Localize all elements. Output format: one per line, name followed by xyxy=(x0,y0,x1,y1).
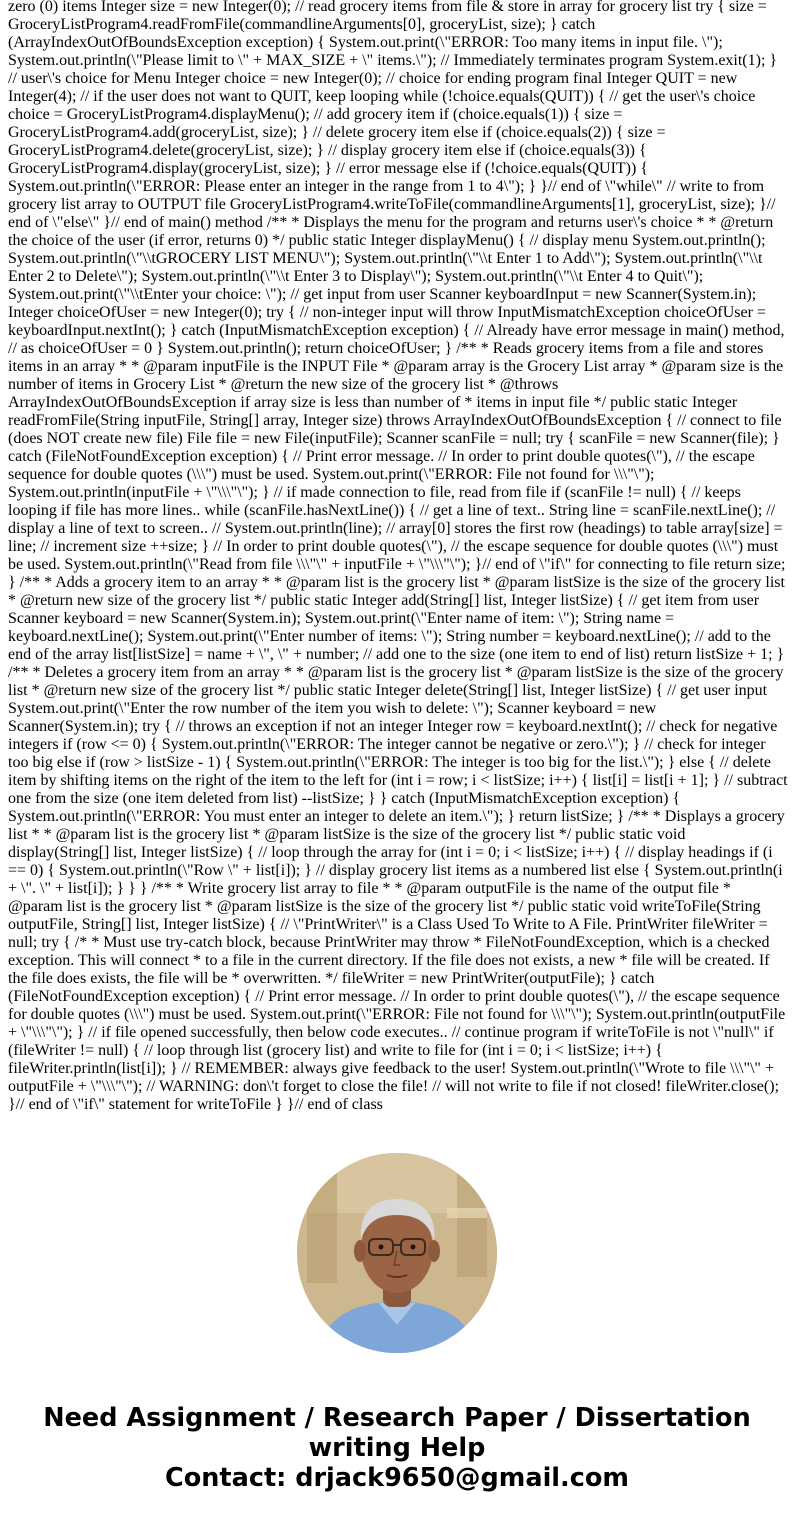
code-snippet-text: zero (0) items Integer size = new Integer(0); // read grocery items from file & store in array for grocery list try { size = GroceryListProgram4.readFromFile(commandlineArguments[0], groceryList, size); } catch (ArrayIndexOutOfBoundsException exception) { System.out.print(\"ERROR: Too many items in input file. \"); System.out.println(\"Please limit to \" + MAX_SIZE + \" items.\"); // Immediately terminates program System.exit(1); } // user\'s choice for Menu Integer choice = new Integer(0); // choice for ending program final Integer QUIT = new Integer(4); // if the user does not want to QUIT, keep looping while (!choice.equals(QUIT)) { // get the user\'s choice choice = GroceryListProgram4.displayMenu(); // add grocery item if (choice.equals(1)) { size = GroceryListProgram4.add(groceryList, size); } // delete grocery item else if (choice.equals(2)) { size = GroceryListProgram4.delete(groceryList, size); } // display grocery item else if (choice.equals(3)) { GroceryListProgram4.display(groceryList, size); } // error message else if (!choice.equals(QUIT)) { System.out.println(\"ERROR: Please enter an integer in the range from 1 to 4\"); } }// end of \"while\" // write to from grocery list array to OUTPUT file GroceryListProgram4.writeToFile(commandlineArguments[1], groceryList, size); }// end of \"else\" }// end of main() method /** * Displays the menu for the program and returns user\'s choice * * @return the choice of the user (if error, returns 0) */ public static Integer displayMenu() { // display menu System.out.println(); System.out.println(\"\\tGROCERY LIST MENU\"); System.out.println(\"\\t Enter 1 to Add\"); System.out.println(\"\\t Enter 2 to Delete\"); System.out.println(\"\\t Enter 3 to Display\"); System.out.println(\"\\t Enter 4 to Quit\"); System.out.print(\"\\tEnter your choice: \"); // get input from user Scanner keyboardInput = new Scanner(System.in); Integer choiceOfUser = new Integer(0); try { // non-integer input will throw InputMismatchException choiceOfUser = keyboardInput.nextInt(); } catch (InputMismatchException exception) { // Already have error message in main() method, // as choiceOfUser = 0 } System.out.println(); return choiceOfUser; } /** * Reads grocery items from a file and stores items in an array * * @param inputFile is the INPUT File * @param array is the Grocery List array * @param size is the number of items in Grocery List * @return the new size of the grocery list * @throws ArrayIndexOutOfBoundsException if array size is less than number of * items in input file */ public static Integer readFromFile(String inputFile, String[] array, Integer size) throws ArrayIndexOutOfBoundsException { // connect to file (does NOT create new file) File file = new File(inputFile); Scanner scanFile = null; try { scanFile = new Scanner(file); } catch (FileNotFoundException exception) { // Print error message. // In order to print double quotes(\"), // the escape sequence for double quotes (\\\") must be used. System.out.print(\"ERROR: File not found for \\\"\"); System.out.println(inputFile + \"\\\"\"); } // if made connection to file, read from file if (scanFile != null) { // keeps looping if file has more lines.. while (scanFile.hasNextLine()) { // get a line of text.. String line = scanFile.nextLine(); // display a line of text to screen.. // System.out.println(line); // array[0] stores the first row (headings) to table array[size] = line; // increment size ++size; } // In order to print double quotes(\"), // the escape sequence for double quotes (\\\") must be used. System.out.println(\"Read from file \\\"\" + inputFile + \"\\\"\"); }// end of \"if\" for connecting to file return size; } /** * Adds a grocery item to an array * * @param list is the grocery list * @param listSize is the size of the grocery list * @return new size of the grocery list */ public static Integer add(String[] list, Integer listSize) { // get item from user Scanner keyboard = new Scanner(System.in); System.out.print(\"Enter name of item: \"); String name = keyboard.nextLine(); System.out.print(\"Enter number of items: \"); String number = keyboard.nextLine(); // add to the end of the array list[listSize] = name + \", \" + number; // add one to the size (one item to end of list) return listSize + 1; } /** * Deletes a grocery item from an array * * @param list is the grocery list * @param listSize is the size of the grocery list * @return new size of the grocery list */ public static Integer delete(String[] list, Integer listSize) { // get user input System.out.print(\"Enter the row number of the item you wish to delete: \"); Scanner keyboard = new Scanner(System.in); try { // throws an exception if not an integer Integer row = keyboard.nextInt(); // check for negative integers if (row <= 0) { System.out.println(\"ERROR: The integer cannot be negative or zero.\"); } // check for integer too big else if (row > listSize - 1) { System.out.println(\"ERROR: The integer is too big for the list.\"); } else { // delete item by shifting items on the right of the item to the left for (int i = row; i < listSize; i++) { list[i] = list[i + 1]; } // subtract one from the size (one item deleted from list) --listSize; } } catch (InputMismatchException exception) { System.out.println(\"ERROR: You must enter an integer to delete an item.\"); } return listSize; } /** * Displays a grocery list * * @param list is the grocery list * @param listSize is the size of the grocery list */ public static void display(String[] list, Integer listSize) { // loop through the array for (int i = 0; i < listSize; i++) { // display headings if (i == 0) { System.out.println(\"Row \" + list[i]); } // display grocery list items as a numbered list else { System.out.println(i + \". \" + list[i]); } } } /** * Write grocery list array to file * * @param outputFile is the name of the output file * @param list is the grocery list * @param listSize is the size of the grocery list */ public static void writeToFile(String outputFile, String[] list, Integer listSize) { // \"PrintWriter\" is a Class Used To Write to A File. PrintWriter fileWriter = null; try { /* * Must use try-catch block, because PrintWriter may throw * FileNotFoundException, which is a checked exception. This will connect * to a file in the current directory. If the file does not exists, a new * file will be created. If the file does exists, the file will be * overwritten. */ fileWriter = new PrintWriter(outputFile); } catch (FileNotFoundException exception) { // Print error message. // In order to print double quotes(\"), // the escape sequence for double quotes (\\\") must be used. System.out.print(\"ERROR: File not found for \\\"\"); System.out.println(outputFile + \"\\\"\"); } // if file opened successfully, then below code executes.. // continue program if writeToFile is not \"null\" if (fileWriter != null) { // loop through list (grocery list) and write to file for (int i = 0; i < listSize; i++) { fileWriter.println(list[i]); } // REMEMBER: always give feedback to the user! System.out.println(\"Wrote to file \\\"\" + outputFile + \"\\\"\"); // WARNING: don\'t forget to close the file! // will not write to file if not closed! fileWriter.close(); }// end of \"if\" statement for writeToFile } }// end of class xyxy=(8,0,788,1113)
author-avatar xyxy=(297,1153,497,1353)
promo-line-2: writing Help xyxy=(308,1433,486,1463)
promo-banner xyxy=(0,1403,794,1493)
promo-contact-email[interactable]: Contact: drjack9650@gmail.com xyxy=(165,1463,629,1493)
promo-line-1: Need Assignment / Research Paper / Dissertation xyxy=(43,1403,751,1433)
portrait-icon xyxy=(297,1153,497,1353)
